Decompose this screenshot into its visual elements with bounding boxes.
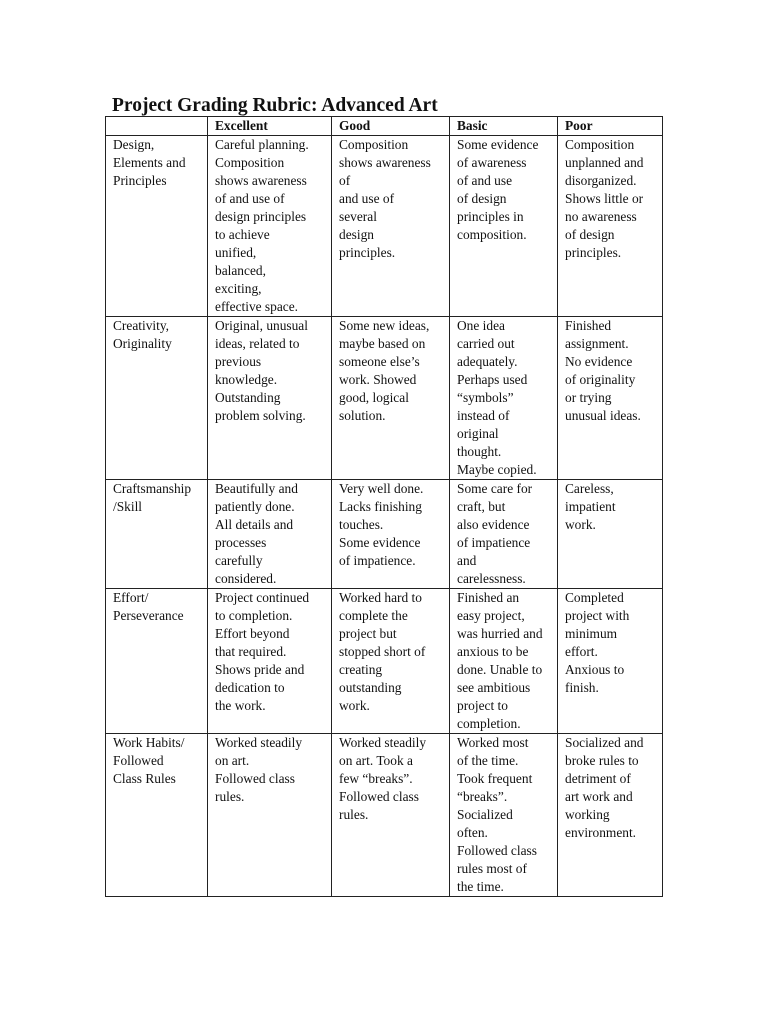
good-cell — [332, 136, 450, 317]
good-cell — [332, 589, 450, 734]
table-row — [106, 589, 663, 734]
good-text: Composition shows awareness of and use of several design principles. — [339, 137, 431, 260]
criterion-text: Creativity, Originality — [113, 318, 172, 351]
excellent-cell — [208, 734, 332, 897]
basic-text: Some evidence of awareness of and use of design principles in composition. — [457, 137, 539, 242]
header-criterion — [106, 117, 208, 136]
header-good: Good — [332, 117, 450, 136]
excellent-text: Beautifully and patiently done. All details and processes carefully considered. — [215, 481, 298, 586]
table-row — [106, 317, 663, 480]
poor-cell — [558, 589, 663, 734]
poor-cell — [558, 480, 663, 589]
basic-cell — [450, 734, 558, 897]
good-cell — [332, 734, 450, 897]
basic-text: One idea carried out adequately. Perhaps used “symbols” instead of original thought. Maybe copied. — [457, 318, 537, 477]
criterion-cell — [106, 317, 208, 480]
table-row — [106, 734, 663, 897]
basic-cell — [450, 480, 558, 589]
criterion-text: Effort/ Perseverance — [113, 590, 184, 623]
excellent-text: Worked steadily on art. Followed class rules. — [215, 735, 303, 804]
poor-text: Finished assignment. No evidence of originality or trying unusual ideas. — [565, 318, 641, 423]
header-row — [106, 117, 663, 136]
poor-cell — [558, 317, 663, 480]
poor-text: Composition unplanned and disorganized. Shows little or no awareness of design principles. — [565, 137, 644, 260]
page-title: Project Grading Rubric: Advanced Art — [112, 95, 438, 116]
table-row — [106, 480, 663, 589]
criterion-cell — [106, 480, 208, 589]
good-text: Worked hard to complete the project but stopped short of creating outstanding work. — [339, 590, 426, 713]
good-text: Some new ideas, maybe based on someone else’s work. Showed good, logical solution. — [339, 318, 430, 423]
excellent-cell — [208, 589, 332, 734]
poor-text: Completed project with minimum effort. Anxious to finish. — [565, 590, 630, 695]
basic-text: Worked most of the time. Took frequent “breaks”. Socialized often. Followed class rules most of the time. — [457, 735, 537, 894]
criterion-text: Craftsmanship /Skill — [113, 481, 192, 514]
excellent-text: Original, unusual ideas, related to previous knowledge. Outstanding problem solving. — [215, 318, 308, 423]
excellent-text: Careful planning. Composition shows awareness of and use of design principles to achieve unified, balanced, exciting, effective space. — [215, 137, 309, 314]
basic-text: Some care for craft, but also evidence of impatience and carelessness. — [457, 481, 533, 586]
basic-cell — [450, 136, 558, 317]
rubric-table — [105, 116, 663, 897]
good-text: Very well done. Lacks finishing touches. Some evidence of impatience. — [339, 481, 424, 568]
poor-cell — [558, 734, 663, 897]
excellent-cell — [208, 317, 332, 480]
header-poor: Poor — [558, 117, 663, 136]
basic-text: Finished an easy project, was hurried and anxious to be done. Unable to see ambitious project to completion. — [457, 590, 543, 731]
excellent-text: Project continued to completion. Effort beyond that required. Shows pride and dedication to the work. — [215, 590, 310, 713]
good-cell — [332, 480, 450, 589]
table-row — [106, 136, 663, 317]
good-text: Worked steadily on art. Took a few “breaks”. Followed class rules. — [339, 735, 427, 822]
poor-cell — [558, 136, 663, 317]
basic-cell — [450, 589, 558, 734]
poor-text: Socialized and broke rules to detriment of art work and working environment. — [565, 735, 644, 840]
poor-text: Careless, impatient work. — [565, 481, 616, 532]
basic-cell — [450, 317, 558, 480]
criterion-cell — [106, 589, 208, 734]
criterion-cell — [106, 136, 208, 317]
criterion-text: Design, Elements and Principles — [113, 137, 186, 188]
good-cell — [332, 317, 450, 480]
excellent-cell — [208, 480, 332, 589]
header-excellent: Excellent — [208, 117, 332, 136]
header-basic: Basic — [450, 117, 558, 136]
criterion-cell — [106, 734, 208, 897]
excellent-cell — [208, 136, 332, 317]
criterion-text: Work Habits/ Followed Class Rules — [113, 735, 185, 786]
